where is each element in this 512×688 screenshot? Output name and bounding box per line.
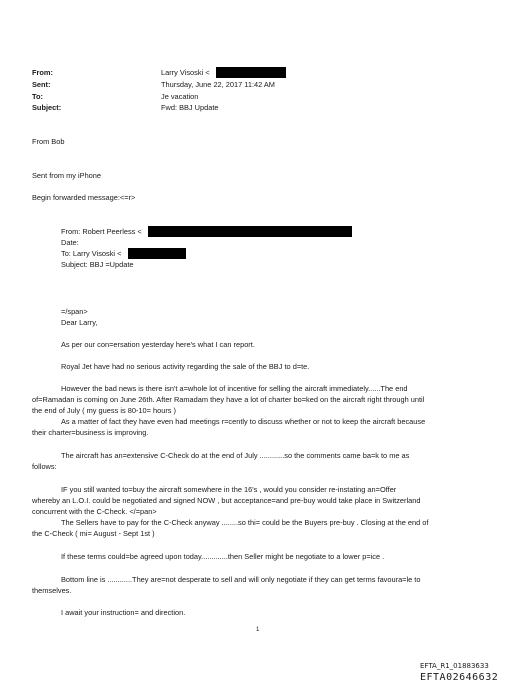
paragraph-9-line-1: Bottom line is ............They are=not desperate to sell and will only negotiate if they can get terms favoura=le to [61,575,421,584]
to-label: To: [32,92,43,101]
sent-value: Thursday, June 22, 2017 11:42 AM [161,80,275,89]
from-value: Larry Visoski < [161,68,210,77]
footer-id-large: EFTA02646632 [420,672,499,683]
paragraph-10: I await your instruction= and direction. [61,608,186,617]
subject-value: Fwd: BBJ Update [161,103,219,112]
paragraph-3-line-2: of=Ramadan is coming on June 26th. After Ramadam they have a lot of charter bo=ked on the aircraft right through until [32,395,425,404]
paragraph-5-line-2: follows: [32,462,57,471]
redaction-bar [216,67,286,78]
subject-label: Subject: [32,103,62,112]
paragraph-9-line-2: themselves. [32,586,72,595]
from-label: From: [32,68,53,77]
paragraph-6-line-1: IF you still wanted to=buy the aircraft somewhere in the 16's , would you consider re-instating an=Offer [61,485,397,494]
paragraph-1: As per our con=ersation yesterday here's what I can report. [61,340,255,349]
paragraph-4-line-1: As a matter of fact they have even had meetings r=cently to discuss whether or not to keep the aircraft because [61,417,426,426]
footer-id-small: EFTA_R1_01883633 [420,662,489,670]
fwd-from: From: Robert Peerless < [61,227,142,236]
fwd-date: Date: [61,238,79,247]
paragraph-7-line-1: The Sellers have to pay for the C-Check anyway ........so thi= could be the Buyers pre-buy . Closing at the end of [61,518,429,527]
paragraph-8: If these terms could=be agreed upon today.............then Seller might be negotiate to a lower p=ice . [61,552,385,561]
paragraph-6-line-3: concurrent with the C-Check. </=pan> [32,507,157,516]
to-value: Je vacation [161,92,199,101]
fwd-subject: Subject: BBJ =Update [61,260,134,269]
fwd-to: To: Larry Visoski < [61,249,122,258]
paragraph-6-line-2: whereby an L.O.I. could be negotiated and signed NOW , but acceptance=and pre-buy would take place in Switzerland [32,496,421,505]
paragraph-3-line-1: However the bad news is there isn't a=whole lot of incentive for selling the aircraft immediately......The end [61,384,408,393]
sent-from-iphone-text: Sent from my iPhone [32,171,102,180]
paragraph-2: Royal Jet have had no serious activity regarding the sale of the BBJ to d=te. [61,362,310,371]
sent-label: Sent: [32,80,51,89]
paragraph-4-line-2: their charter=business is improving. [32,428,149,437]
paragraph-5-line-1: The aircraft has an=extensive C-Check do at the end of July ............so the comments came ba=k to me as [61,451,410,460]
begin-forwarded-text: Begin forwarded message:<=r> [32,193,136,202]
paragraph-3-line-3: the end of July ( my guess is 80-10= hours ) [32,406,176,415]
greeting: Dear Larry, [61,318,98,327]
page-number: 1 [256,627,260,633]
redaction-bar [128,248,186,259]
span-close-text: =/span> [61,307,88,316]
from-bob-text: From Bob [32,137,65,146]
paragraph-7-line-2: the C-Check ( mi= August - Sept 1st ) [32,529,155,538]
redaction-bar [148,226,352,237]
